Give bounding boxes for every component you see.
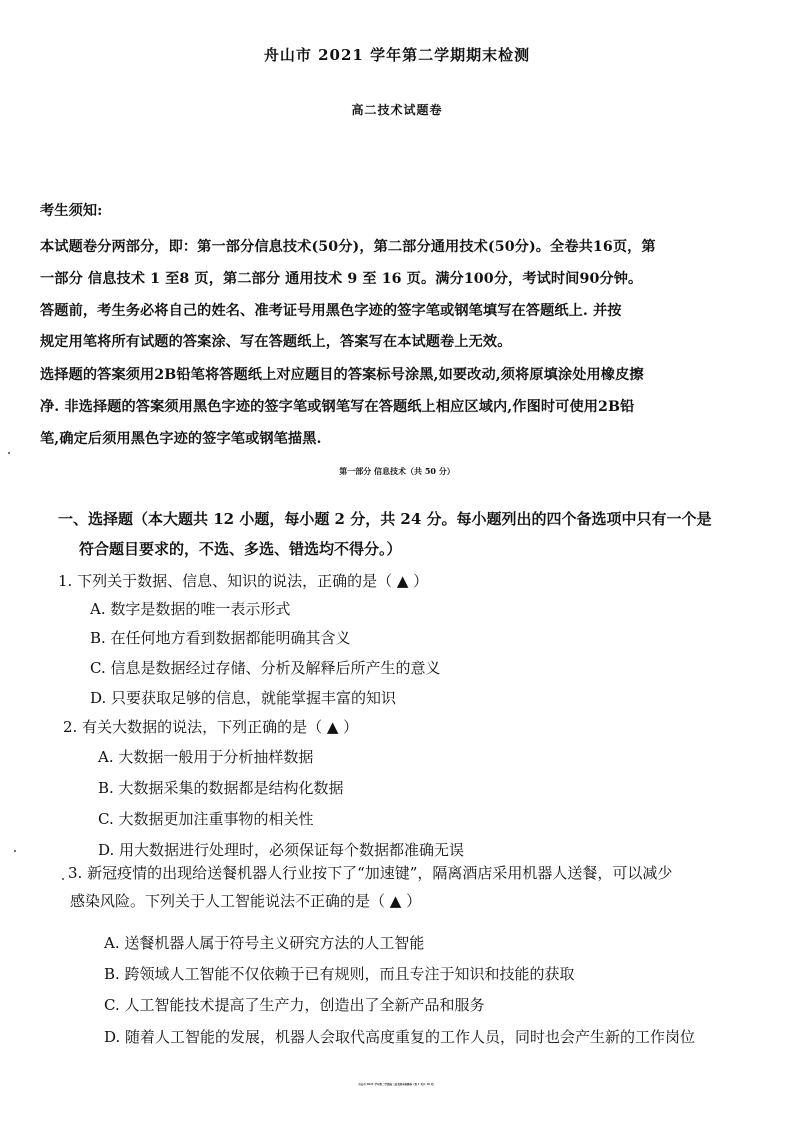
section-title: 第一部分 信息技术（共 50 分） (339, 466, 455, 476)
notice-heading: 考生须知: (40, 203, 103, 219)
notice-line: 规定用笔将所有试题的答案涂、写在答题纸上，答案写在本试题卷上无效。 (40, 334, 512, 350)
option: A. 数字是数据的唯一表示形式 (90, 600, 291, 618)
question-stem: 2. 有关大数据的说法，下列正确的是（ ▲ ） (63, 718, 359, 736)
question-stem: 1. 下列关于数据、信息、知识的说法，正确的是（ ▲ ） (58, 572, 429, 590)
notice-line: 净. 非选择题的答案须用黑色字迹的签字笔或钢笔写在答题纸上相应区域内,作图时可使用2B铅 (40, 399, 635, 415)
question-stem: 感染风险。下列关于人工智能说法不正确的是（ ▲ ） (70, 892, 422, 910)
scan-speck (14, 850, 16, 852)
notice-line: 笔,确定后须用黑色字迹的签字笔或钢笔描黑. (40, 431, 322, 447)
section-instruction: 一、选择题（本大题共 12 小题，每小题 2 分，共 24 分。每小题列出的四个备选项中只有一个是 (58, 510, 712, 528)
option: B. 跨领域人工智能不仅依赖于已有规则，而且专注于知识和技能的获取 (104, 965, 575, 983)
exam-subtitle: 高二技术试题卷 (351, 103, 443, 117)
option: D. 只要获取足够的信息，就能掌握丰富的知识 (90, 689, 397, 707)
option: D. 随着人工智能的发展，机器人会取代高度重复的工作人员，同时也会产生新的工作岗位 (104, 1028, 696, 1046)
notice-line: 一部分 信息技术 1 至8 页，第二部分 通用技术 9 至 16 页。满分100分，考试时间90分钟。 (40, 271, 643, 287)
question-stem: 3. 新冠疫情的出现给送餐机器人行业按下了“加速键”，隔离酒店采用机器人送餐，可以减少 (68, 864, 673, 882)
scan-speck (8, 452, 10, 454)
option: B. 大数据采集的数据都是结构化数据 (98, 779, 344, 797)
exam-title: 舟山市 2021 学年第二学期期末检测 (263, 46, 531, 64)
option: C. 人工智能技术提高了生产力，创造出了全新产品和服务 (104, 996, 485, 1014)
notice-line: 选择题的答案须用2B铅笔将答题纸上对应题目的答案标号涂黑,如要改动,须将原填涂处用橡皮擦 (40, 367, 644, 383)
notice-line: 答题前，考生务必将自己的姓名、准考证号用黑色字迹的签字笔或钢笔填写在答题纸上. 并按 (40, 303, 622, 319)
scan-speck (62, 878, 64, 880)
page-footer: 舟山市 2021 学年第二学期高二技术期末检测卷（第 1 页共 16 页） (358, 1083, 436, 1086)
option: B. 在任何地方看到数据都能明确其含义 (90, 629, 351, 647)
option: A. 大数据一般用于分析抽样数据 (98, 748, 314, 766)
option: A. 送餐机器人属于符号主义研究方法的人工智能 (104, 934, 425, 952)
section-instruction: 符合题目要求的，不选、多选、错选均不得分。） (79, 540, 402, 558)
notice-line: 本试题卷分两部分，即：第一部分信息技术(50分)，第二部分通用技术(50分)。全卷共16页，第 (40, 239, 656, 255)
option: C. 信息是数据经过存储、分析及解释后所产生的意义 (90, 659, 441, 677)
option: C. 大数据更加注重事物的相关性 (98, 810, 314, 828)
option: D. 用大数据进行处理时，必须保证每个数据都准确无误 (98, 841, 465, 859)
